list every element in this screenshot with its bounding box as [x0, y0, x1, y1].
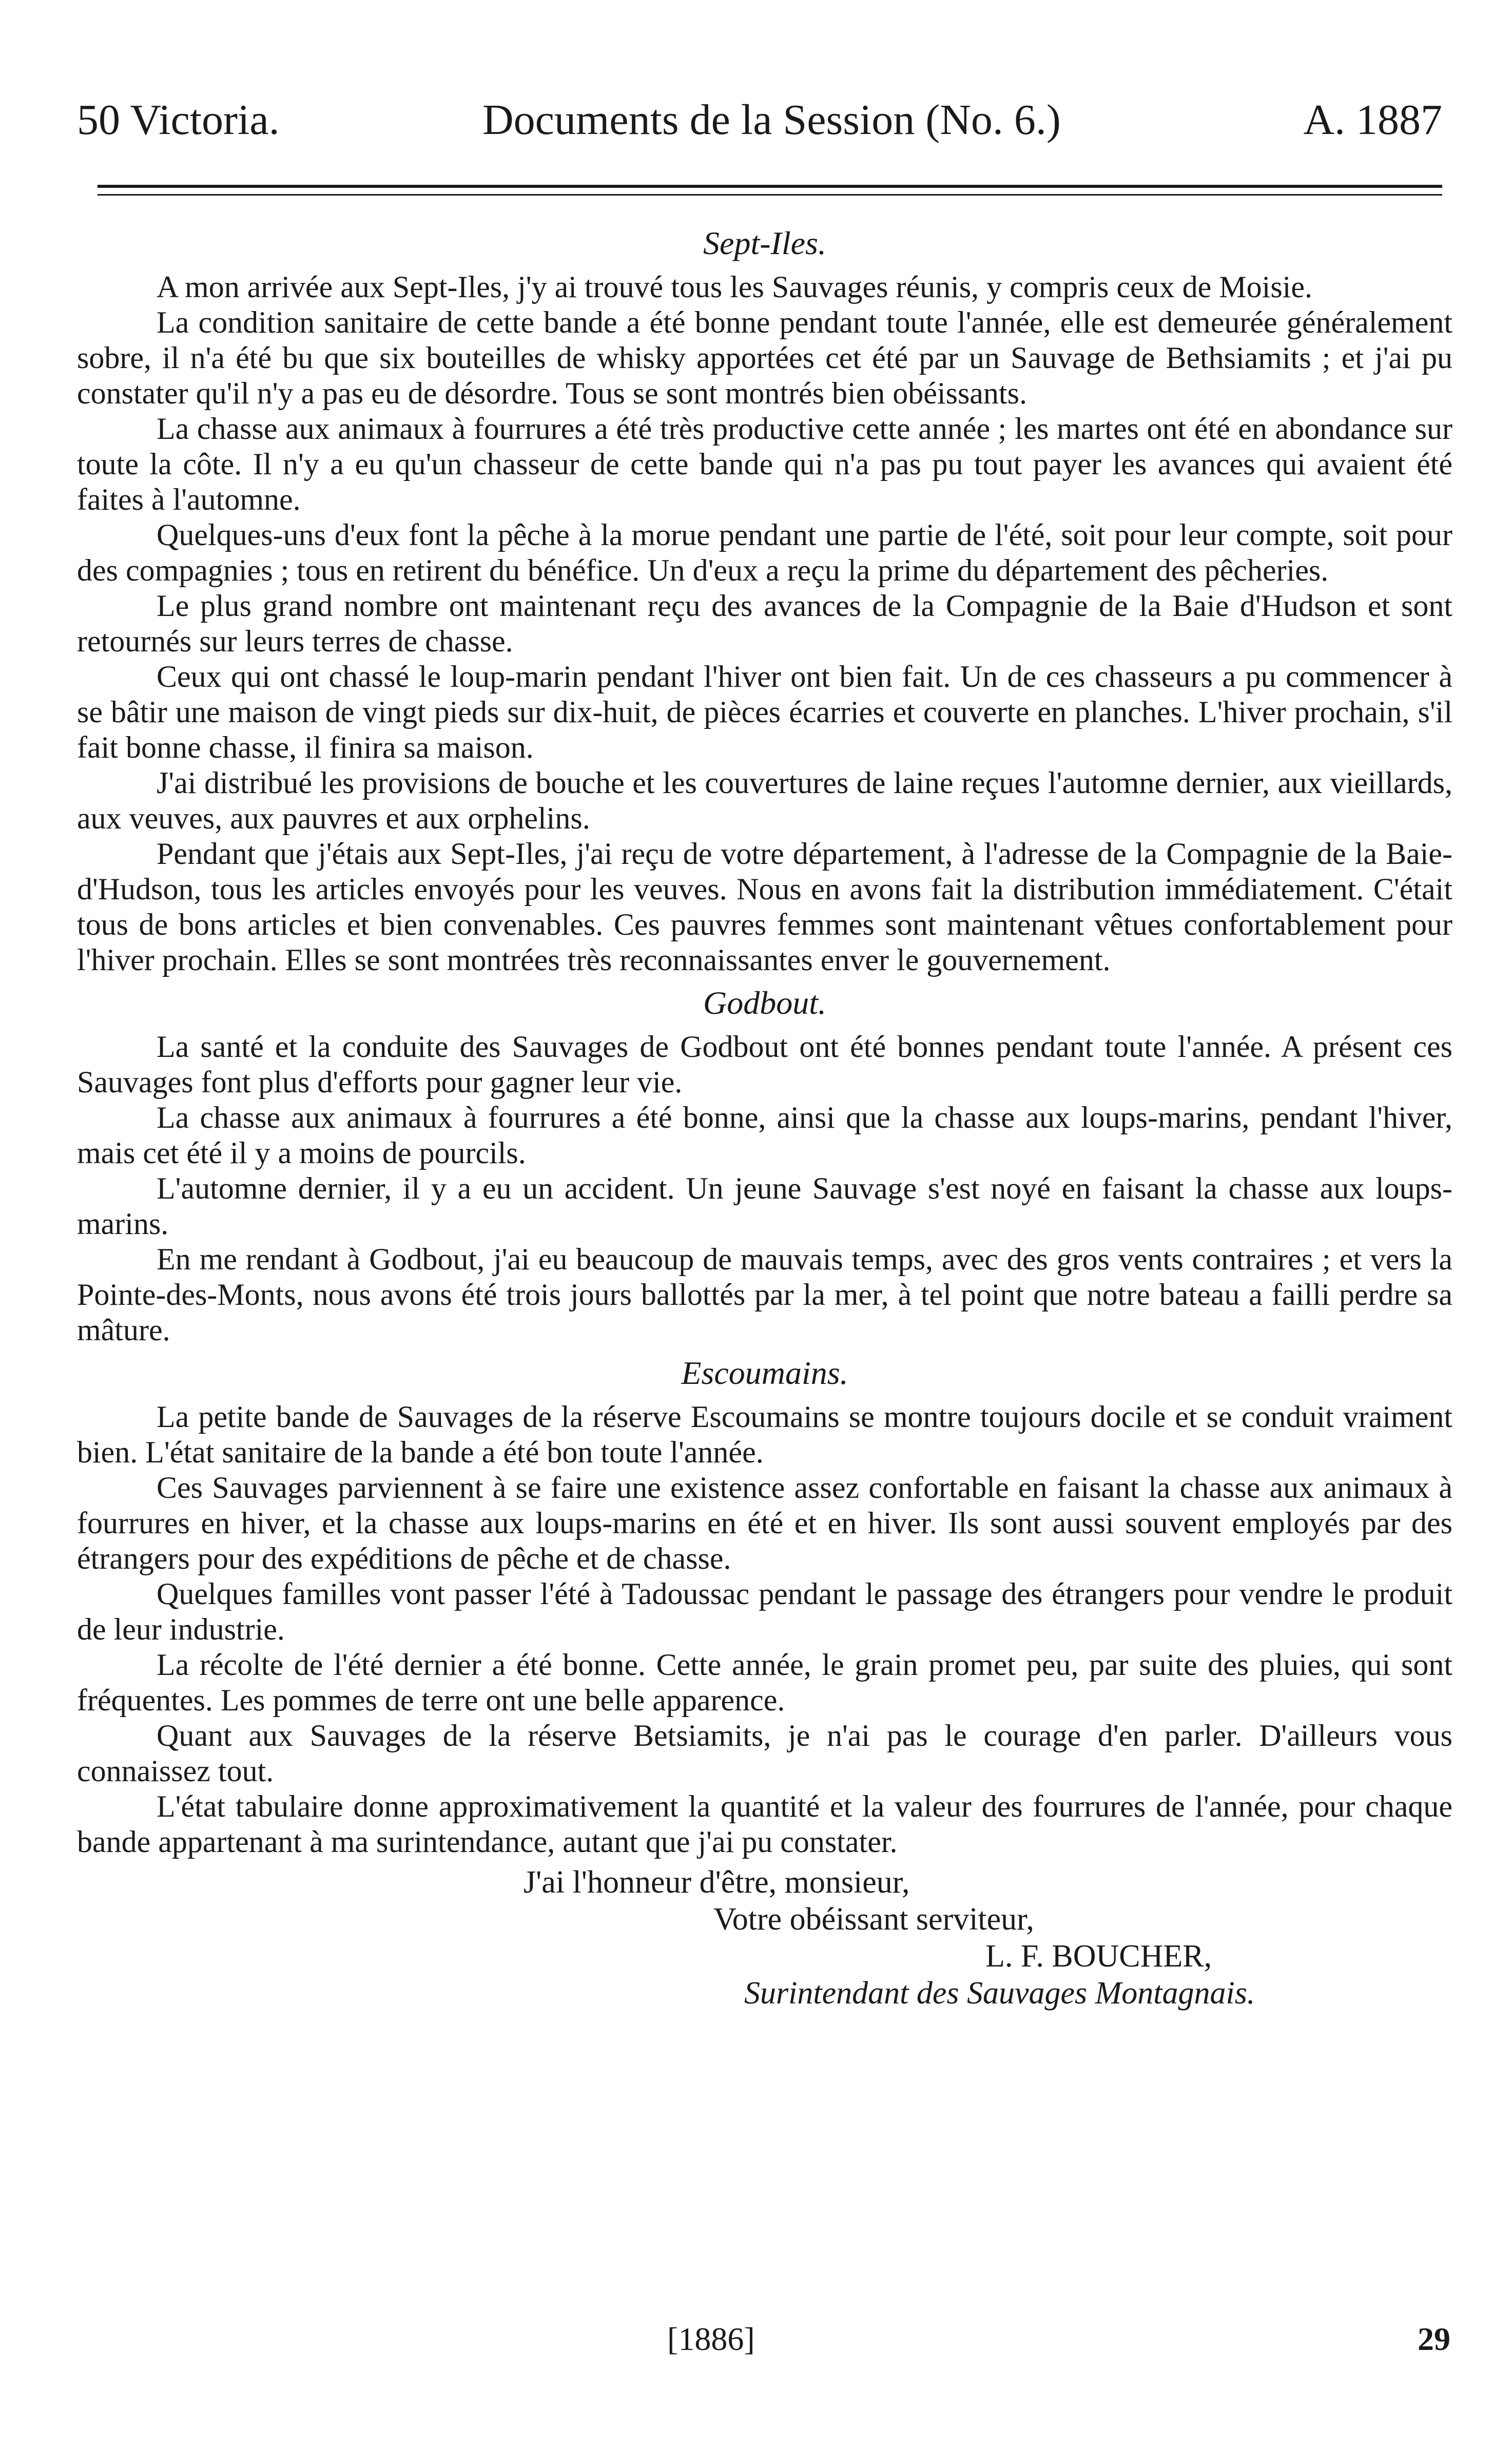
header-title: Documents de la Session (No. 6.): [482, 96, 1061, 144]
paragraph: La récolte de l'été dernier a été bonne. Cette année, le grain promet peu, par suite des pluies, qui sont fréquentes. Les pommes de terre ont une belle apparence.: [77, 1648, 1452, 1717]
paragraph: La condition sanitaire de cette bande a été bonne pendant toute l'année, elle est demeurée généralement sobre, il n'a été bu que six bouteilles de whisky apportées cet été par un Sauvage de Bethsiamits ; et j'ai pu constater qu'il n'y a pas eu de désordre. Tous se sont montrés bien obéissants.: [77, 305, 1452, 410]
section-title-sept-iles: Sept-Iles.: [703, 225, 826, 261]
paragraph: Quant aux Sauvages de la réserve Betsiamits, je n'ai pas le courage d'en parler. D'ailleurs vous connaissez tout.: [77, 1719, 1452, 1788]
signature-title: Surintendant des Sauvages Montagnais.: [744, 1976, 1255, 2011]
paragraph: Ceux qui ont chassé le loup-marin pendant l'hiver ont bien fait. Un de ces chasseurs a pu commencer à se bâtir une maison de vingt pieds sur dix-huit, de pièces écarries et couverte en planches. L'hiver prochain, s'il fait bonne chasse, il finira sa maison.: [77, 660, 1452, 764]
page-header: [77, 95, 1452, 151]
signature-name: L. F. BOUCHER,: [985, 1939, 1212, 1974]
paragraph: La chasse aux animaux à fourrures a été bonne, ainsi que la chasse aux loups-marins, pendant l'hiver, mais cet été il y a moins de pourcils.: [77, 1101, 1452, 1170]
closing-servant: Votre obéissant serviteur,: [713, 1902, 1034, 1937]
paragraph: L'état tabulaire donne approximativement la quantité et la valeur des fourrures de l'année, pour chaque bande appartenant à ma surintendance, autant que j'ai pu constater.: [77, 1789, 1452, 1859]
paragraph: L'automne dernier, il y a eu un accident. Un jeune Sauvage s'est noyé en faisant la chasse aux loups-marins.: [77, 1171, 1452, 1241]
paragraph: A mon arrivée aux Sept-Iles, j'y ai trouvé tous les Sauvages réunis, y compris ceux de Moisie.: [157, 270, 1312, 304]
paragraph: Quelques familles vont passer l'été à Tadoussac pendant le passage des étrangers pour vendre le produit de leur industrie.: [77, 1577, 1452, 1646]
header-rule-thick: [98, 185, 1442, 188]
header-volume: 50 Victoria.: [77, 96, 280, 144]
section-title-escoumains: Escoumains.: [681, 1355, 848, 1391]
footer-year: [1886]: [667, 2321, 755, 2357]
paragraph: La petite bande de Sauvages de la réserve Escoumains se montre toujours docile et se conduit vraiment bien. L'état sanitaire de la bande a été bon toute l'année.: [77, 1400, 1452, 1469]
page-footer: [0, 2320, 1512, 2372]
letter-closing: [77, 1864, 1452, 2012]
section-title-godbout: Godbout.: [703, 985, 826, 1021]
paragraph: Le plus grand nombre ont maintenant reçu des avances de la Compagnie de la Baie d'Hudson et sont retournés sur leurs terres de chasse.: [77, 589, 1452, 658]
header-rule-thin: [98, 194, 1442, 196]
paragraph: Quelques-uns d'eux font la pêche à la morue pendant une partie de l'été, soit pour leur compte, soit pour des compagnies ; tous en retirent du bénéfice. Un d'eux a reçu la prime du département des pêcheries.: [77, 518, 1452, 587]
header-year: A. 1887: [1303, 96, 1442, 144]
paragraph: Pendant que j'étais aux Sept-Iles, j'ai reçu de votre département, à l'adresse de la Compagnie de la Baie-d'Hudson, tous les articles envoyés pour les veuves. Nous en avons fait la distribution immédiatement. C'était tous de bons articles et bien convenables. Ces pauvres femmes sont maintenant vêtues confortablement pour l'hiver prochain. Elles se sont montrées très reconnaissantes enver le gouvernement.: [77, 837, 1452, 977]
paragraph: J'ai distribué les provisions de bouche et les couvertures de laine reçues l'automne dernier, aux vieillards, aux veuves, aux pauvres et aux orphelins.: [77, 766, 1452, 835]
paragraph: La santé et la conduite des Sauvages de Godbout ont été bonnes pendant toute l'année. A présent ces Sauvages font plus d'efforts pour gagner leur vie.: [77, 1030, 1452, 1099]
paragraph: Ces Sauvages parviennent à se faire une existence assez confortable en faisant la chasse aux animaux à fourrures en hiver, et la chasse aux loups-marins en été et en hiver. Ils sont aussi souvent employés par des étrangers pour des expéditions de pêche et de chasse.: [77, 1471, 1452, 1575]
paragraph: La chasse aux animaux à fourrures a été très productive cette année ; les martes ont été en abondance sur toute la côte. Il n'y a eu qu'un chasseur de cette bande qui n'a pas pu tout payer les avances qui avaient été faites à l'automne.: [77, 412, 1452, 516]
page-number: 29: [1418, 2321, 1450, 2357]
report-body: [77, 218, 1452, 2012]
paragraph: En me rendant à Godbout, j'ai eu beaucoup de mauvais temps, avec des gros vents contraires ; et vers la Pointe-des-Monts, nous avons été trois jours ballottés par la mer, à tel point que notre bateau a failli perdre sa mâture.: [77, 1242, 1452, 1347]
closing-salutation: J'ai l'honneur d'être, monsieur,: [524, 1865, 910, 1900]
